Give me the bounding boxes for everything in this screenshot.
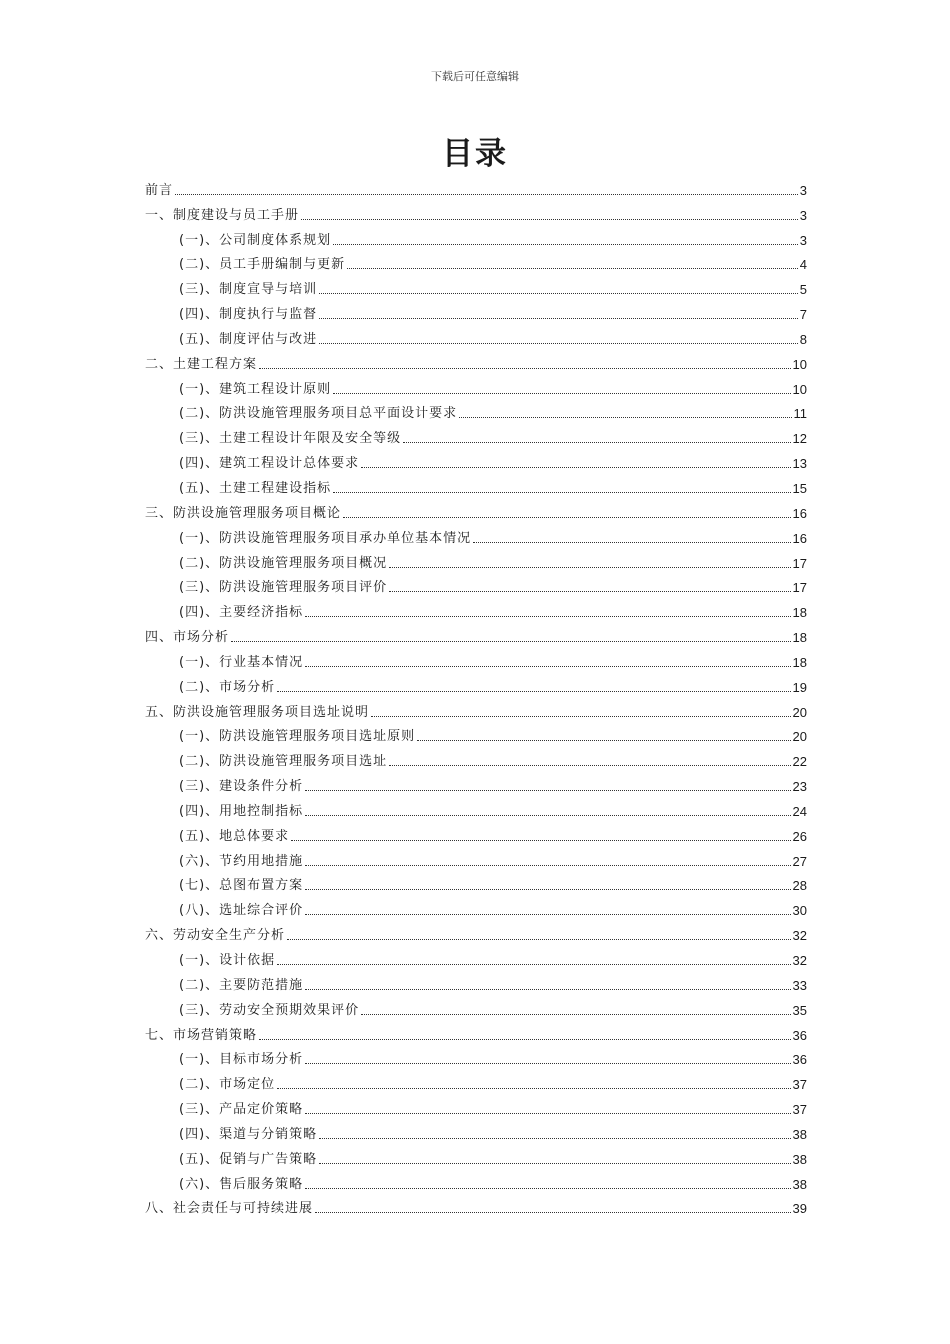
toc-entry[interactable] [145, 573, 807, 598]
toc-entry-page: 16 [792, 505, 807, 521]
toc-leader-dots [277, 963, 790, 965]
toc-entry[interactable] [145, 200, 807, 225]
toc-entry[interactable] [145, 871, 807, 896]
toc-leader-dots [459, 416, 791, 418]
toc-leader-dots [319, 342, 798, 344]
toc-entry-label: (四)、建筑工程设计总体要求 [179, 456, 360, 472]
toc-entry[interactable] [145, 1144, 807, 1169]
toc-entry-label: (二)、市场分析 [179, 679, 276, 695]
toc-entry-page: 17 [792, 580, 807, 596]
toc-entry-label: (一)、公司制度体系规划 [179, 232, 332, 248]
toc-entry[interactable] [145, 1020, 807, 1045]
toc-entry-label: (八)、选址综合评价 [179, 903, 304, 919]
toc-entry[interactable] [145, 920, 807, 945]
toc-entry-label: (二)、市场定位 [179, 1077, 276, 1093]
toc-leader-dots [305, 1112, 790, 1114]
toc-entry[interactable] [145, 1045, 807, 1070]
toc-entry-label: 八、社会责任与可持续进展 [145, 1201, 314, 1217]
toc-entry-label: (一)、设计依据 [179, 953, 276, 968]
toc-leader-dots [333, 243, 798, 245]
toc-entry[interactable] [145, 995, 807, 1020]
toc-entry[interactable] [145, 399, 807, 424]
toc-leader-dots [305, 814, 790, 816]
toc-leader-dots [389, 566, 790, 568]
toc-entry-page: 23 [792, 779, 807, 795]
toc-entry-page: 28 [792, 878, 807, 894]
toc-entry-label: 七、市场营销策略 [145, 1027, 258, 1043]
toc-entry-label: (一)、目标市场分析 [179, 1052, 304, 1068]
toc-entry[interactable] [145, 895, 807, 920]
toc-entry[interactable] [145, 945, 807, 970]
toc-entry-label: (一)、防洪设施管理服务项目承办单位基本情况 [179, 530, 472, 546]
toc-leader-dots [291, 839, 790, 841]
toc-entry-page: 3 [799, 232, 807, 248]
toc-entry-label: (四)、主要经济指标 [179, 605, 304, 621]
toc-leader-dots [319, 1137, 790, 1139]
toc-entry-page: 4 [799, 257, 807, 273]
toc-entry[interactable] [145, 821, 807, 846]
toc-entry[interactable] [145, 498, 807, 523]
toc-leader-dots [403, 441, 790, 443]
toc-entry-label: (五)、土建工程建设指标 [179, 480, 332, 496]
toc-entry-label: (三)、建设条件分析 [179, 779, 304, 795]
toc-leader-dots [319, 292, 798, 294]
toc-leader-dots [305, 789, 790, 791]
toc-entry-label: 六、劳动安全生产分析 [145, 928, 286, 944]
toc-entry[interactable] [145, 1169, 807, 1194]
toc-entry-page: 30 [792, 903, 807, 919]
toc-entry-page: 11 [793, 406, 807, 422]
toc-entry-label: (四)、制度执行与监督 [179, 307, 318, 323]
toc-entry-label: (六)、节约用地措施 [179, 853, 304, 869]
toc-entry-page: 15 [792, 480, 807, 496]
toc-leader-dots [473, 541, 790, 543]
toc-leader-dots [361, 466, 790, 468]
toc-entry-label: (一)、行业基本情况 [179, 654, 304, 670]
toc-entry-label: (五)、促销与广告策略 [179, 1151, 318, 1167]
toc-entry-label: (二)、员工手册编制与更新 [179, 257, 346, 273]
page-header: 下载后可任意编辑 [431, 70, 519, 83]
toc-entry-page: 37 [792, 1077, 807, 1093]
toc-entry[interactable] [145, 423, 807, 448]
toc-leader-dots [371, 715, 791, 717]
toc-entry-page: 33 [792, 977, 807, 993]
toc-entry[interactable] [145, 175, 807, 200]
toc-entry-label: (三)、土建工程设计年限及安全等级 [179, 431, 402, 447]
toc-entry-label: (二)、主要防范措施 [179, 977, 304, 993]
toc-leader-dots [305, 665, 790, 667]
toc-leader-dots [277, 1087, 790, 1089]
toc-leader-dots [347, 267, 798, 269]
toc-leader-dots [175, 193, 798, 195]
toc-entry-page: 36 [792, 1027, 807, 1043]
toc-entry-page: 12 [792, 431, 807, 447]
toc-entry-page: 17 [792, 555, 807, 571]
toc-entry-page: 38 [792, 1126, 807, 1142]
toc-entry[interactable] [145, 597, 807, 622]
table-of-contents [145, 175, 807, 1218]
toc-leader-dots [305, 615, 790, 617]
toc-entry-page: 18 [792, 630, 807, 646]
toc-entry-page: 36 [792, 1052, 807, 1068]
toc-entry-page: 5 [799, 282, 807, 298]
toc-entry-page: 24 [792, 803, 807, 819]
toc-entry-label: (四)、渠道与分销策略 [179, 1126, 318, 1142]
toc-entry[interactable] [145, 722, 807, 747]
toc-leader-dots [343, 516, 791, 518]
toc-entry[interactable] [145, 1119, 807, 1144]
toc-entry[interactable] [145, 299, 807, 324]
toc-entry-page: 27 [792, 853, 807, 869]
toc-entry-page: 20 [792, 704, 807, 720]
toc-leader-dots [389, 764, 790, 766]
toc-entry-page: 37 [792, 1102, 807, 1118]
toc-leader-dots [305, 864, 790, 866]
toc-entry[interactable] [145, 647, 807, 672]
toc-entry-page: 38 [792, 1176, 807, 1192]
toc-entry[interactable] [145, 746, 807, 771]
toc-entry[interactable] [145, 374, 807, 399]
toc-entry-page: 10 [792, 381, 807, 397]
toc-leader-dots [305, 1187, 790, 1189]
toc-entry-label: 一、制度建设与员工手册 [145, 207, 300, 223]
toc-entry-label: (二)、防洪设施管理服务项目概况 [179, 555, 388, 571]
toc-entry-page: 39 [792, 1201, 807, 1217]
toc-entry-label: (五)、制度评估与改进 [179, 331, 318, 347]
toc-leader-dots [259, 367, 791, 369]
toc-entry-label: 三、防洪设施管理服务项目概论 [145, 505, 342, 521]
toc-entry-label: (一)、建筑工程设计原则 [179, 381, 332, 397]
toc-entry-label: (三)、制度宣导与培训 [179, 282, 318, 298]
toc-entry-label: 前言 [145, 182, 174, 198]
toc-entry[interactable] [145, 324, 807, 349]
toc-leader-dots [389, 590, 790, 592]
toc-entry-page: 32 [792, 953, 807, 968]
toc-entry[interactable] [145, 771, 807, 796]
toc-entry[interactable] [145, 250, 807, 275]
toc-entry-page: 18 [792, 605, 807, 621]
toc-leader-dots [305, 988, 790, 990]
toc-entry-label: (一)、防洪设施管理服务项目选址原则 [179, 729, 416, 745]
toc-entry-page: 16 [792, 530, 807, 546]
toc-entry-label: (五)、地总体要求 [179, 828, 290, 844]
toc-leader-dots [333, 491, 790, 493]
toc-entry-label: 二、土建工程方案 [145, 356, 258, 372]
toc-entry[interactable] [145, 548, 807, 573]
toc-entry[interactable] [145, 697, 807, 722]
toc-entry[interactable] [145, 672, 807, 697]
toc-entry[interactable] [145, 274, 807, 299]
toc-leader-dots [259, 1038, 791, 1040]
toc-entry-page: 8 [799, 331, 807, 347]
toc-entry-page: 18 [792, 654, 807, 670]
toc-leader-dots [277, 690, 790, 692]
toc-leader-dots [417, 739, 790, 741]
toc-entry-label: (六)、售后服务策略 [179, 1176, 304, 1192]
toc-entry-page: 3 [799, 182, 807, 198]
toc-leader-dots [319, 317, 798, 319]
toc-leader-dots [315, 1211, 791, 1213]
toc-entry-page: 22 [792, 754, 807, 770]
toc-entry-page: 19 [792, 679, 807, 695]
toc-leader-dots [305, 913, 790, 915]
toc-entry[interactable] [145, 349, 807, 374]
toc-entry[interactable] [145, 1194, 807, 1219]
toc-entry[interactable] [145, 796, 807, 821]
toc-entry[interactable] [145, 448, 807, 473]
toc-entry-label: 五、防洪设施管理服务项目选址说明 [145, 704, 370, 720]
toc-entry-page: 3 [799, 207, 807, 223]
toc-entry[interactable] [145, 1094, 807, 1119]
toc-entry[interactable] [145, 846, 807, 871]
toc-entry-page: 13 [792, 456, 807, 472]
toc-entry-label: (三)、产品定价策略 [179, 1102, 304, 1118]
toc-entry-label: (三)、劳动安全预期效果评价 [179, 1002, 360, 1018]
toc-leader-dots [319, 1162, 790, 1164]
page-title: 目录 [442, 136, 508, 172]
toc-leader-dots [287, 938, 791, 940]
toc-leader-dots [231, 640, 791, 642]
toc-leader-dots [305, 1062, 790, 1064]
toc-leader-dots [305, 888, 790, 890]
toc-entry-page: 38 [792, 1151, 807, 1167]
toc-leader-dots [361, 1013, 790, 1015]
toc-leader-dots [333, 392, 790, 394]
toc-entry[interactable] [145, 622, 807, 647]
toc-leader-dots [301, 218, 798, 220]
toc-entry-page: 7 [799, 307, 807, 323]
toc-entry-label: (四)、用地控制指标 [179, 803, 304, 819]
toc-entry[interactable] [145, 970, 807, 995]
toc-entry-page: 35 [792, 1002, 807, 1018]
toc-entry-page: 32 [792, 928, 807, 944]
toc-entry-label: (七)、总图布置方案 [179, 878, 304, 894]
toc-entry-page: 10 [792, 356, 807, 372]
toc-entry-page: 20 [792, 729, 807, 745]
toc-entry[interactable] [145, 225, 807, 250]
toc-entry-label: (三)、防洪设施管理服务项目评价 [179, 580, 388, 596]
toc-entry-label: (二)、防洪设施管理服务项目总平面设计要求 [179, 406, 458, 422]
toc-entry-label: (二)、防洪设施管理服务项目选址 [179, 754, 388, 770]
toc-entry[interactable] [145, 473, 807, 498]
toc-entry-page: 26 [792, 828, 807, 844]
toc-entry[interactable] [145, 523, 807, 548]
toc-entry-label: 四、市场分析 [145, 630, 230, 646]
toc-entry[interactable] [145, 1069, 807, 1094]
